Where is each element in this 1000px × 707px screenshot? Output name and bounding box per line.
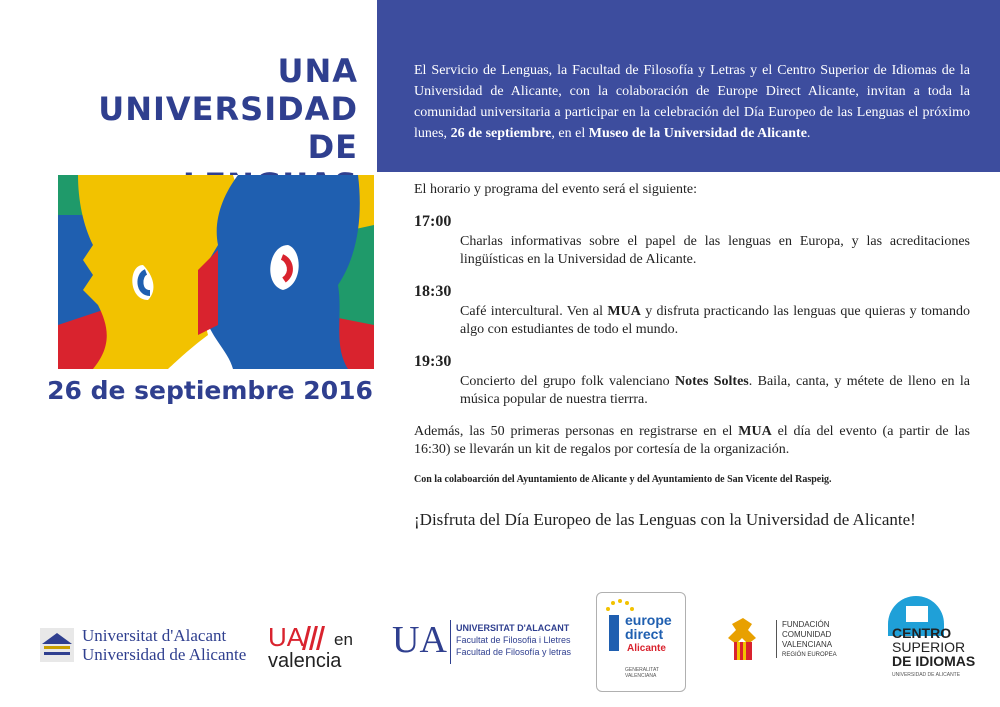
faces-artwork — [58, 175, 374, 369]
program-intro: El horario y programa del evento será el siguiente: — [414, 182, 698, 197]
schedule-desc: Café intercultural. Ven al MUA y disfruta practicando las lenguas que quieras y tomando algo con estudiantes de todo el mundo. — [460, 304, 971, 337]
title-line-1: UNA — [277, 52, 358, 90]
stripes-icon — [302, 626, 332, 650]
schedule-item — [414, 213, 970, 269]
schedule-item — [414, 353, 970, 409]
divider — [776, 620, 777, 658]
title-line-2: UNIVERSIDAD DE — [98, 90, 358, 166]
logo-fundacion-cv: FUNDACIÓN COMUNIDAD VALENCIANA REGIÓN EUROPEA — [718, 616, 858, 666]
i-pillar-icon — [609, 615, 619, 651]
schedule-time: 18:30 — [414, 283, 452, 300]
divider — [450, 620, 451, 664]
logo-facultat-filosofia: UA UNIVERSITAT D'ALACANT Facultat de Filosofia i Lletres Facultad de Filosofía y letras — [392, 618, 582, 668]
schedule-item — [414, 283, 970, 339]
gift-note: Además, las 50 primeras personas en registrarse en el MUA el día del evento (a partir de las 16:30) se llevarán un kit de regalos por cortesía de la organización. — [414, 424, 971, 457]
closing-line: ¡Disfruta del Día Europeo de las Lenguas con la Universidad de Alicante! — [414, 510, 916, 529]
logo-centro-superior-idiomas: CENTRO SUPERIOR DE IDIOMAS UNIVERSIDAD DE ALICANTE — [888, 596, 978, 686]
mua-bold: MUA — [607, 304, 641, 319]
schedule-time: 19:30 — [414, 353, 452, 370]
schedule-desc: Charlas informativas sobre el papel de las lenguas en Europa, y las acreditaciones lingüísticas en la Universidad de Alicante. — [460, 234, 970, 267]
intro-text-2: , en el — [551, 126, 586, 141]
schedule-time: 17:00 — [414, 213, 452, 230]
logo-ua-en-valencia: UA en valencia — [268, 622, 353, 672]
intro-paragraph — [414, 60, 970, 144]
schedule-desc: Concierto del grupo folk valenciano Notes Soltes. Baila, canta, y métete de lleno en la música popular de nuestra tierrra. — [460, 374, 971, 407]
intro-text-1: El Servicio de Lenguas, la Facultad de Filosofía y Letras y el Centro Superior de Idiomas de la Universidad de Alicante, con la colaboración de Europe Direct Alicante, invitan a toda la comunidad universitaria a participar en la celebración del Día Europeo de las Lenguas el próximo lunes, — [414, 63, 970, 141]
program-body — [414, 175, 970, 529]
crest-icon — [718, 616, 768, 662]
band-name: Notes Soltes — [674, 374, 749, 389]
intro-place: Museo de la Universidad de Alicante — [588, 126, 807, 141]
sponsor-logos: Universitat d'Alacant Universidad de Alicante UA en valencia UA UNIVERSITAT D'ALACANT Facultat de Filosofia i Lletres Facultad de Filosofía y letras europe direct Alicante GENERALITAT VALENCIANA FUNDACIÓN COMUNIDAD VALENCIANA REGIÓN EUROPEA CENTRO SUPERIOR DE IDIOMAS UNIVERSIDAD DE ALICANTE — [0, 590, 1000, 700]
collaboration-note: Con la colaboarción del Ayuntamiento de Alicante y del Ayuntamiento de San Vicente del Raspeig. — [414, 474, 832, 485]
ua-building-icon — [40, 628, 74, 662]
intro-end: . — [806, 126, 811, 141]
event-date: 26 de septiembre 2016 — [47, 376, 373, 405]
intro-date: 26 de septiembre — [450, 126, 552, 141]
logo-europe-direct: europe direct Alicante GENERALITAT VALENCIANA — [596, 592, 686, 692]
